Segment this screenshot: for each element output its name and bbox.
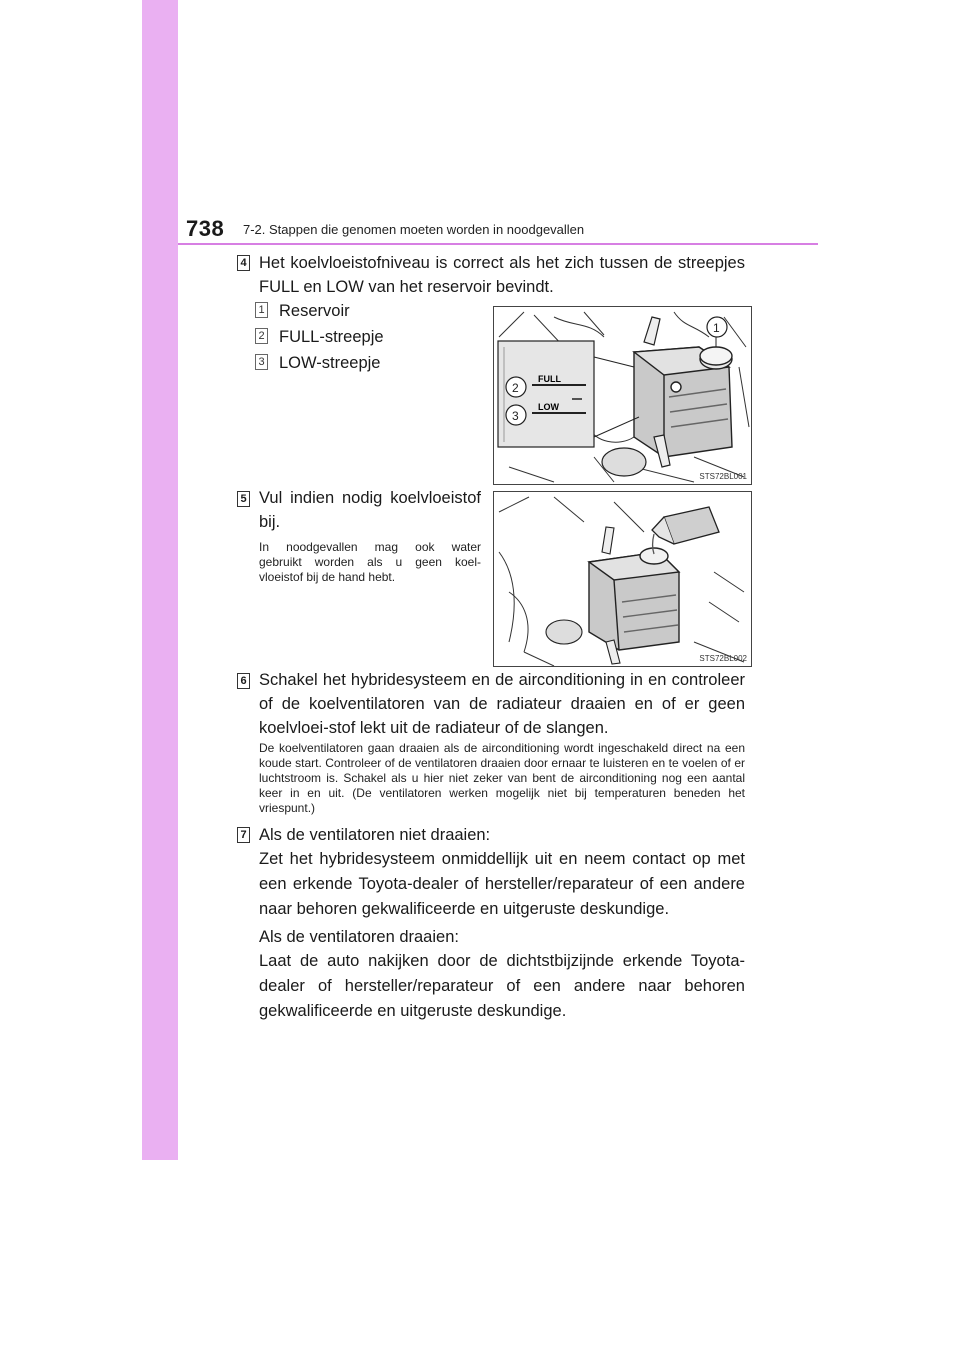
item-badge-2: 2 — [255, 328, 268, 344]
coolant-refill-figure — [493, 491, 752, 667]
step-badge-7: 7 — [237, 827, 250, 843]
step-5-note-line1: In noodgevallen mag ook water — [259, 540, 481, 554]
low-mark-label: LOW — [538, 402, 559, 412]
callout-1: 1 — [713, 321, 720, 335]
chapter-sidebar-tab — [142, 0, 178, 1160]
refill-illustration — [494, 492, 751, 666]
step-5-text-line2: bij. — [259, 513, 281, 531]
step-6-note: De koelventilatoren gaan draaien als de airconditioning wordt ingeschakeld direct na een koude start. Controleer of de ventilatoren draaien door ernaar te luisteren en te voelen of er luchtstroom is. Schakel als u hier niet zeker van bent de airconditioning nog een aantal keer in en uit. (De ventilatoren werken mogelijk niet bij temperaturen beneden het vriespunt.) — [259, 741, 745, 815]
step-badge-4: 4 — [237, 255, 250, 271]
page-number: 738 — [186, 216, 225, 241]
callout-3: 3 — [512, 409, 519, 423]
step-5-note-line3: vloeistof bij de hand hebt. — [259, 570, 396, 584]
header-divider — [178, 243, 818, 245]
step-4-text: Het koelvloeistofniveau is correct als het zich tussen de streepjes FULL en LOW van het reservoir bevindt. — [259, 254, 745, 296]
step-5-note-line2: gebruikt worden als u geen koel- — [259, 555, 481, 569]
section-header: 7-2. Stappen die genomen moeten worden in noodgevallen — [243, 222, 585, 237]
reservoir-illustration — [494, 307, 751, 484]
step-7-case2-text: Laat de auto nakijken door de dichtstbijzijnde erkende Toyota-dealer of hersteller/reparateur of een andere naar behoren gekwalificeerde en uitgeruste deskundige. — [259, 952, 745, 1020]
step-7-case2-title: Als de ventilatoren draaien: — [259, 928, 459, 946]
step-5-text-line1: Vul indien nodig koelvloeistof — [259, 489, 481, 507]
item-label-reservoir: Reservoir — [279, 302, 350, 320]
coolant-reservoir-figure — [493, 306, 752, 485]
item-label-full: FULL-streepje — [279, 328, 384, 346]
step-7-case1-text: Zet het hybridesysteem onmiddellijk uit en neem contact op met een erkende Toyota-dealer of hersteller/reparateur of een andere naar behoren gekwalificeerde en uitgeruste deskundige. — [259, 850, 745, 918]
item-label-low: LOW-streepje — [279, 354, 381, 372]
item-badge-3: 3 — [255, 354, 268, 370]
figure-code-1: STS72BL001 — [699, 472, 747, 481]
callout-2: 2 — [512, 381, 519, 395]
full-mark-label: FULL — [538, 374, 561, 384]
figure-code-2: STS72BL002 — [699, 654, 747, 663]
item-badge-1: 1 — [255, 302, 268, 318]
step-6-text: Schakel het hybridesysteem en de airconditioning in en controleer of de koelventilatoren van de radiateur draaien en of er geen koelvloei-stof lekt uit de radiateur of de slangen. — [259, 671, 745, 737]
step-7-case1-title: Als de ventilatoren niet draaien: — [259, 826, 491, 844]
step-badge-6: 6 — [237, 673, 250, 689]
step-badge-5: 5 — [237, 491, 250, 507]
